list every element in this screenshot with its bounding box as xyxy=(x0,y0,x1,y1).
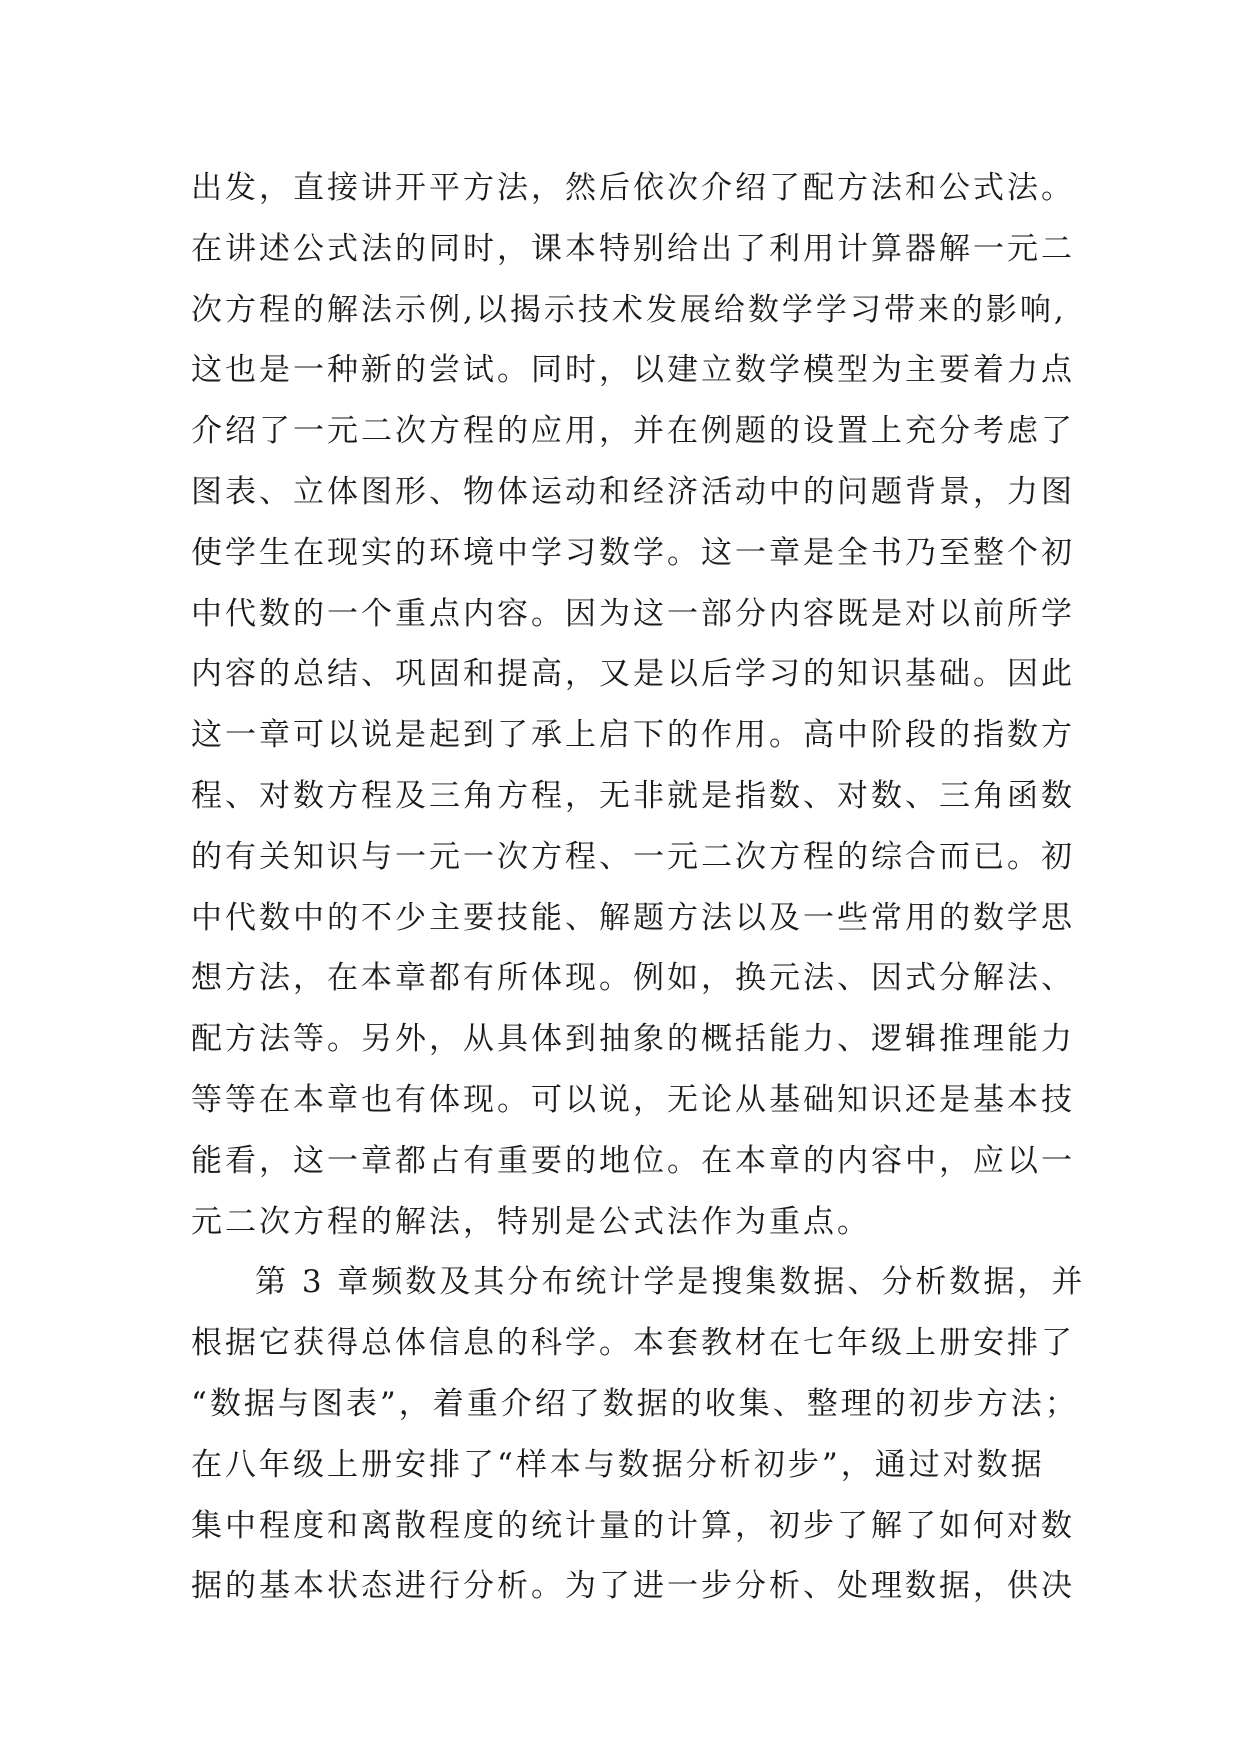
text-line: “数据与图表”，着重介绍了数据的收集、整理的初步方法； xyxy=(191,1385,1079,1422)
text-line: 次方程的解法示例,以揭示技术发展给数学学习带来的影响, xyxy=(191,291,1067,328)
text-line: 程、对数方程及三角方程，无非就是指数、对数、三角函数 xyxy=(191,777,1075,814)
text-line: 在讲述公式法的同时，课本特别给出了利用计算器解一元二 xyxy=(191,230,1075,267)
text-line: 第 3 章频数及其分布统计学是搜集数据、分析数据，并 xyxy=(255,1264,1086,1301)
text-line: 在八年级上册安排了“样本与数据分析初步”，通过对数据 xyxy=(191,1446,1045,1483)
text-line: 内容的总结、巩固和提高，又是以后学习的知识基础。因此 xyxy=(191,656,1075,693)
text-line: 能看，这一章都占有重要的地位。在本章的内容中，应以一 xyxy=(191,1142,1075,1179)
paragraph-2 xyxy=(191,1252,1091,1617)
text-line: 出发，直接讲开平方法，然后依次介绍了配方法和公式法。 xyxy=(191,170,1075,206)
text-line: 使学生在现实的环境中学习数学。这一章是全书乃至整个初 xyxy=(191,534,1075,571)
text-line: 等等在本章也有体现。可以说，无论从基础知识还是基本技 xyxy=(191,1081,1075,1118)
text-line: 介绍了一元二次方程的应用，并在例题的设置上充分考虑了 xyxy=(191,413,1075,450)
text-line: 想方法，在本章都有所体现。例如，换元法、因式分解法、 xyxy=(191,960,1075,997)
body-text xyxy=(191,158,1091,1617)
text-line: 元二次方程的解法，特别是公式法作为重点。 xyxy=(191,1203,871,1240)
text-line: 据的基本状态进行分析。为了进一步分析、处理数据，供决 xyxy=(191,1568,1075,1605)
text-line: 这也是一种新的尝试。同时，以建立数学模型为主要着力点 xyxy=(191,352,1075,389)
paragraph-1 xyxy=(191,158,1091,1252)
text-line: 根据它获得总体信息的科学。本套教材在七年级上册安排了 xyxy=(191,1325,1075,1362)
text-line: 中代数中的不少主要技能、解题方法以及一些常用的数学思 xyxy=(191,899,1075,936)
text-line: 的有关知识与一元一次方程、一元二次方程的综合而已。初 xyxy=(191,838,1075,875)
text-line: 这一章可以说是起到了承上启下的作用。高中阶段的指数方 xyxy=(191,717,1075,754)
text-line: 中代数的一个重点内容。因为这一部分内容既是对以前所学 xyxy=(191,595,1075,632)
text-line: 配方法等。另外，从具体到抽象的概括能力、逻辑推理能力 xyxy=(191,1021,1075,1058)
text-line: 集中程度和离散程度的统计量的计算，初步了解了如何对数 xyxy=(191,1507,1075,1544)
text-line: 图表、立体图形、物体运动和经济活动中的问题背景，力图 xyxy=(191,473,1075,510)
